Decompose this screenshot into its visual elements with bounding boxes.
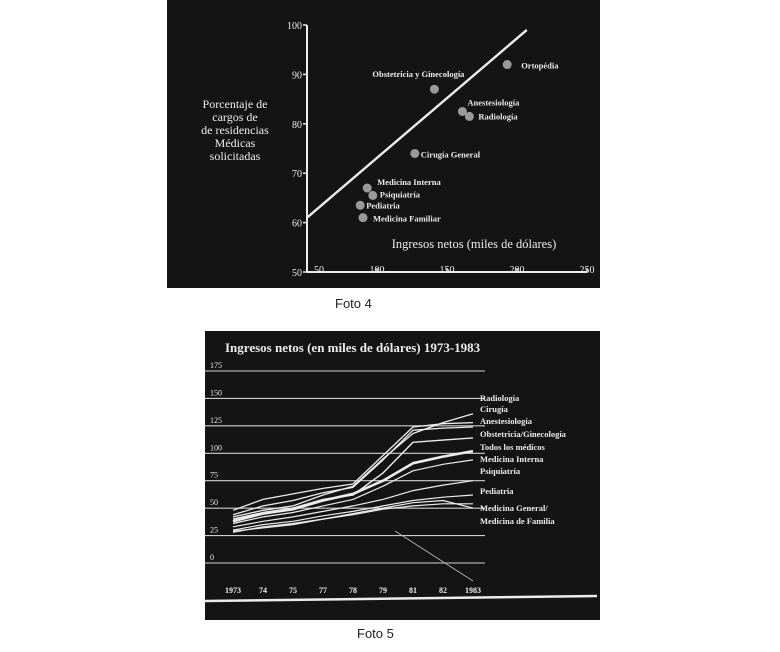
y-axis-label-line: de residencias (201, 123, 269, 137)
x-tick-label: 1973 (225, 586, 241, 595)
decor-diagonal (395, 531, 473, 581)
y-tick-label: 75 (210, 470, 218, 480)
y-tick-label: 100 (210, 443, 222, 453)
legend-label: Obstetricia/Ginecología (480, 429, 566, 439)
series-line (233, 438, 473, 519)
x-tick-label: 150 (439, 265, 455, 276)
data-point (410, 149, 419, 158)
point-label: Radiología (478, 111, 518, 122)
point-label: Anestesiología (467, 97, 520, 108)
caption-photo-4: Foto 4 (335, 296, 372, 311)
y-tick-label: 50 (292, 268, 302, 279)
legend-label: Anestesiología (480, 416, 532, 426)
x-tick-label: 74 (259, 586, 267, 595)
x-axis-label: Ingresos netos (miles de dólares) (391, 237, 557, 251)
data-point (363, 184, 372, 193)
x-tick-label: 77 (319, 586, 327, 595)
x-tick-label: 78 (349, 586, 357, 595)
series-line (233, 423, 473, 511)
x-tick-label: 75 (289, 586, 297, 595)
legend-label: Cirugía (480, 404, 508, 414)
y-tick-label: 50 (210, 498, 218, 508)
y-axis-label-line: solicitadas (209, 149, 261, 163)
x-tick-label: 250 (579, 265, 595, 276)
x-tick-label: 50 (314, 265, 324, 276)
legend-label: Radiología (480, 393, 520, 403)
x-axis-line (205, 596, 597, 601)
y-tick-label: 25 (210, 525, 218, 535)
chart-title: Ingresos netos (en miles de dólares) 1973-1983 (225, 340, 481, 355)
data-point (368, 191, 377, 200)
data-point (430, 85, 439, 94)
x-tick-label: 82 (439, 586, 447, 595)
point-label: Pediatria (366, 200, 400, 211)
legend-label: Psiquiatría (480, 466, 521, 476)
legend-label: Todos los médicos (480, 442, 545, 452)
line-chart (205, 331, 600, 620)
data-point (503, 60, 512, 69)
point-label: Medicina Familiar (373, 213, 441, 224)
legend-label: Medicina de Familia (480, 516, 555, 526)
y-tick-label: 80 (292, 119, 302, 131)
scatter-photo-panel (167, 0, 600, 288)
x-tick-label: 200 (509, 265, 525, 276)
x-tick-label: 100 (369, 265, 385, 276)
y-axis-label-line: cargos de (212, 110, 258, 124)
point-label: Cirugía General (420, 149, 481, 160)
y-tick-label: 60 (292, 218, 302, 230)
y-tick-label: 0 (210, 553, 214, 562)
legend-label: Medicina General/ (480, 503, 548, 513)
legend-label: Pediatria (480, 486, 514, 496)
y-axis-label-line: Porcentaje de (202, 97, 268, 111)
x-tick-label: 79 (379, 586, 387, 595)
point-label: Psiquiatría (379, 189, 420, 200)
y-tick-label: 90 (292, 70, 302, 82)
caption-photo-5: Foto 5 (357, 626, 394, 641)
y-tick-label: 100 (287, 21, 302, 32)
legend-label: Medicina Interna (480, 454, 544, 464)
y-tick-label: 150 (210, 388, 222, 398)
line-photo-panel (205, 331, 600, 620)
data-point (356, 201, 365, 210)
data-point (465, 112, 474, 121)
x-tick-label: 81 (409, 586, 417, 595)
y-tick-label: 175 (210, 361, 222, 370)
data-point (359, 213, 368, 222)
point-label: Medicina Interna (377, 177, 441, 188)
point-label: Obstetricia y Ginecología (372, 69, 465, 80)
y-tick-label: 125 (210, 415, 222, 425)
y-axis-label-line: Médicas (214, 136, 256, 150)
point-label: Ortopédia (521, 60, 559, 71)
y-axis-label (201, 97, 269, 163)
scatter-chart (167, 0, 600, 288)
y-tick-label: 70 (292, 169, 302, 181)
x-tick-label: 1983 (465, 586, 481, 595)
